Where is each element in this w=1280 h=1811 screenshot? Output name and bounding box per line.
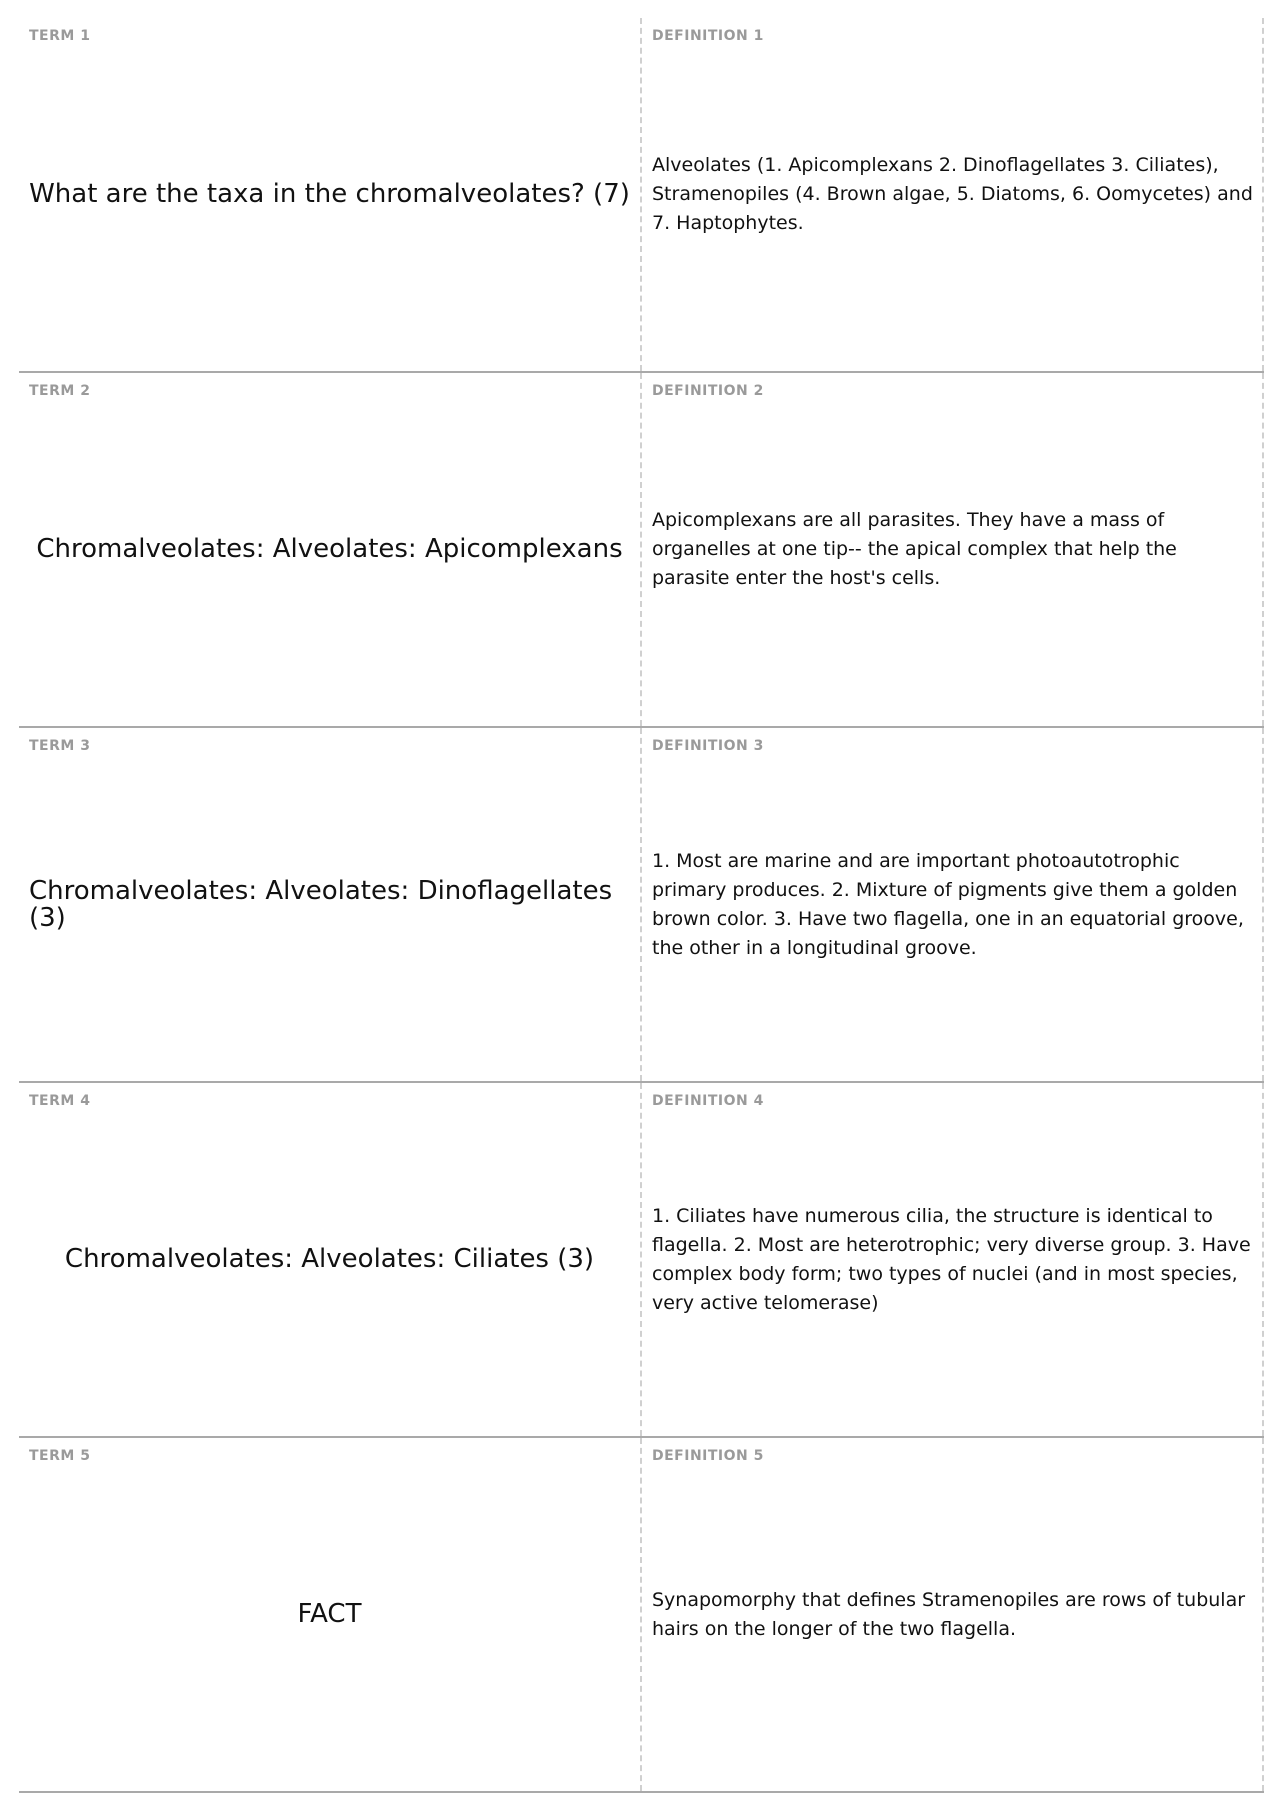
definition-label: DEFINITION 5 — [652, 1448, 764, 1464]
term-text-wrap — [19, 18, 640, 371]
definition-cell-2 — [642, 373, 1264, 726]
term-label: TERM 4 — [29, 1093, 91, 1109]
definition-text: Alveolates (1. Apicomplexans 2. Dinoflagellates 3. Ciliates), Stramenopiles (4. Brown algae, 5. Diatoms, 6. Oomycetes) and 7. Haptophytes. — [652, 154, 1253, 234]
definition-text: Apicomplexans are all parasites. They have a mass of organelles at one tip-- the apical complex that help the parasite enter the host's cells. — [652, 509, 1177, 589]
definition-cell-4 — [642, 1083, 1264, 1436]
definition-text: 1. Ciliates have numerous cilia, the structure is identical to flagella. 2. Most are heterotrophic; very diverse group. 3. Have complex body form; two types of nuclei (and in most species, very active telomerase) — [652, 1204, 1251, 1314]
term-text: What are the taxa in the chromalveolates? (7) — [29, 179, 630, 209]
term-text: Chromalveolates: Alveolates: Ciliates (3) — [64, 1244, 595, 1274]
term-text-wrap — [19, 373, 640, 726]
term-label: TERM 3 — [29, 738, 91, 754]
term-text: Chromalveolates: Alveolates: Dinoflagellates (3) — [29, 875, 613, 933]
definition-label: DEFINITION 2 — [652, 383, 764, 399]
term-text-wrap — [19, 1083, 640, 1436]
term-cell-5 — [19, 1438, 642, 1791]
definition-text-wrap — [652, 1083, 1256, 1436]
definition-text: 1. Most are marine and are important photoautotrophic primary produces. 2. Mixture of pigments give them a golden brown color. 3. Have two flagella, one in an equatorial groove, the other in a longitudinal groove. — [652, 849, 1244, 959]
term-label: TERM 5 — [29, 1448, 91, 1464]
definition-cell-1 — [642, 18, 1264, 371]
term-text-wrap — [19, 728, 640, 1081]
term-cell-1 — [19, 18, 642, 371]
card-row-3 — [19, 728, 1264, 1083]
term-text: Chromalveolates: Alveolates: Apicomplexans — [36, 534, 623, 564]
card-row-5 — [19, 1438, 1264, 1793]
card-row-2 — [19, 373, 1264, 728]
card-row-1 — [19, 18, 1264, 373]
definition-label: DEFINITION 3 — [652, 738, 764, 754]
definition-label: DEFINITION 4 — [652, 1093, 764, 1109]
definition-text-wrap — [652, 1438, 1256, 1791]
term-text-wrap — [19, 1438, 640, 1791]
definition-text: Synapomorphy that defines Stramenopiles are rows of tubular hairs on the longer of the two flagella. — [652, 1588, 1246, 1640]
term-label: TERM 2 — [29, 383, 91, 399]
term-label: TERM 1 — [29, 28, 91, 44]
definition-text-wrap — [652, 18, 1256, 371]
definition-cell-3 — [642, 728, 1264, 1081]
definition-text-wrap — [652, 728, 1256, 1081]
term-text: FACT — [297, 1599, 362, 1629]
definition-text-wrap — [652, 373, 1256, 726]
card-row-4 — [19, 1083, 1264, 1438]
term-cell-2 — [19, 373, 642, 726]
definition-cell-5 — [642, 1438, 1264, 1791]
flashcard-sheet — [19, 18, 1264, 1793]
term-cell-3 — [19, 728, 642, 1081]
definition-label: DEFINITION 1 — [652, 28, 764, 44]
term-cell-4 — [19, 1083, 642, 1436]
